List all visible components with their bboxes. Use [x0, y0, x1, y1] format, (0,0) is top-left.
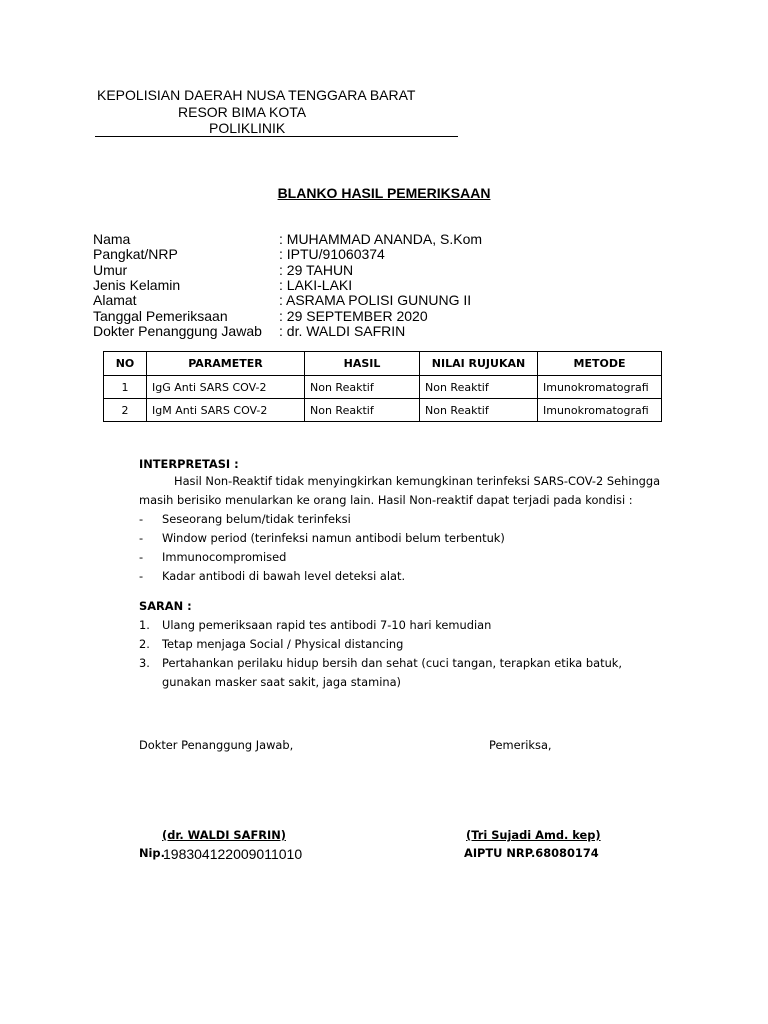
condition-item: Seseorang belum/tidak terinfeksi [162, 512, 351, 526]
bullet-dash: - [139, 550, 144, 564]
condition-item: Immunocompromised [162, 550, 287, 564]
column-header-reference: NILAI RUJUKAN [420, 352, 538, 376]
field-label-name: Nama [93, 231, 131, 247]
advice-item: Tetap menjaga Social / Physical distancing [162, 637, 404, 651]
field-label-sex: Jenis Kelamin [93, 277, 181, 293]
signature-name-doctor: (dr. WALDI SAFRIN) [162, 828, 286, 842]
bullet-dash: - [139, 531, 144, 545]
interpretation-heading: INTERPRETASI : [139, 457, 239, 471]
field-value-exam-date: : 29 SEPTEMBER 2020 [279, 308, 428, 324]
header-divider [95, 136, 458, 137]
bullet-dash: - [139, 512, 144, 526]
condition-item: Kadar antibodi di bawah level deteksi alat. [162, 569, 406, 583]
field-value-age: : 29 TAHUN [279, 262, 354, 278]
header-line-resort: RESOR BIMA KOTA [178, 104, 307, 120]
signature-role-doctor: Dokter Penanggung Jawab, [139, 738, 294, 752]
cell-no: 1 [104, 376, 147, 399]
field-value-name: : MUHAMMAD ANANDA, S.Kom [279, 231, 483, 247]
advice-item-number: 3. [139, 656, 150, 670]
cell-result: Non Reaktif [305, 399, 420, 422]
field-value-sex: : LAKI-LAKI [279, 277, 353, 293]
cell-reference: Non Reaktif [420, 399, 538, 422]
column-header-result: HASIL [305, 352, 420, 376]
header-line-institution: KEPOLISIAN DAERAH NUSA TENGGARA BARAT [97, 87, 416, 103]
column-header-method: METODE [538, 352, 662, 376]
doctor-id-label: Nip. [139, 846, 165, 860]
advice-heading: SARAN : [139, 599, 192, 613]
signature-role-examiner: Pemeriksa, [489, 738, 552, 752]
field-label-age: Umur [93, 262, 128, 278]
field-value-rank: : IPTU/91060374 [279, 246, 385, 262]
table-row [104, 399, 662, 422]
cell-result: Non Reaktif [305, 376, 420, 399]
advice-item-number: 1. [139, 618, 150, 632]
interpretation-text-line2: masih berisiko menularkan ke orang lain. Hasil Non-reaktif dapat terjadi pada kondisi : [139, 493, 633, 507]
results-table [103, 351, 662, 422]
page-title: BLANKO HASIL PEMERIKSAAN [277, 185, 491, 201]
interpretation-text-line1: Hasil Non-Reaktif tidak menyingkirkan kemungkinan terinfeksi SARS-COV-2 Sehingga [174, 474, 661, 488]
bullet-dash: - [139, 569, 144, 583]
table-header-row [104, 352, 662, 376]
cell-method: Imunokromatografi [538, 399, 662, 422]
cell-parameter: IgM Anti SARS COV-2 [147, 399, 305, 422]
examiner-id: AIPTU NRP.68080174 [464, 846, 599, 860]
advice-item-number: 2. [139, 637, 150, 651]
field-value-address: : ASRAMA POLISI GUNUNG II [279, 292, 472, 308]
field-value-doctor: : dr. WALDI SAFRIN [279, 323, 406, 339]
header-line-clinic: POLIKLINIK [209, 120, 286, 136]
signature-name-examiner: (Tri Sujadi Amd. kep) [466, 828, 601, 842]
advice-item: Pertahankan perilaku hidup bersih dan sehat (cuci tangan, terapkan etika batuk, [162, 656, 623, 670]
cell-reference: Non Reaktif [420, 376, 538, 399]
field-label-rank: Pangkat/NRP [93, 246, 178, 262]
cell-parameter: IgG Anti SARS COV-2 [147, 376, 305, 399]
cell-method: Imunokromatografi [538, 376, 662, 399]
doctor-id-number: 198304122009011010 [163, 846, 303, 862]
table-row [104, 376, 662, 399]
column-header-no: NO [104, 352, 147, 376]
cell-no: 2 [104, 399, 147, 422]
advice-item: Ulang pemeriksaan rapid tes antibodi 7-10 hari kemudian [162, 618, 492, 632]
column-header-parameter: PARAMETER [147, 352, 305, 376]
field-label-doctor: Dokter Penanggung Jawab [93, 323, 262, 339]
field-label-address: Alamat [93, 292, 137, 308]
condition-item: Window period (terinfeksi namun antibodi belum terbentuk) [162, 531, 505, 545]
advice-item-continuation: gunakan masker saat sakit, jaga stamina) [162, 675, 402, 689]
field-label-exam-date: Tanggal Pemeriksaan [93, 308, 228, 324]
